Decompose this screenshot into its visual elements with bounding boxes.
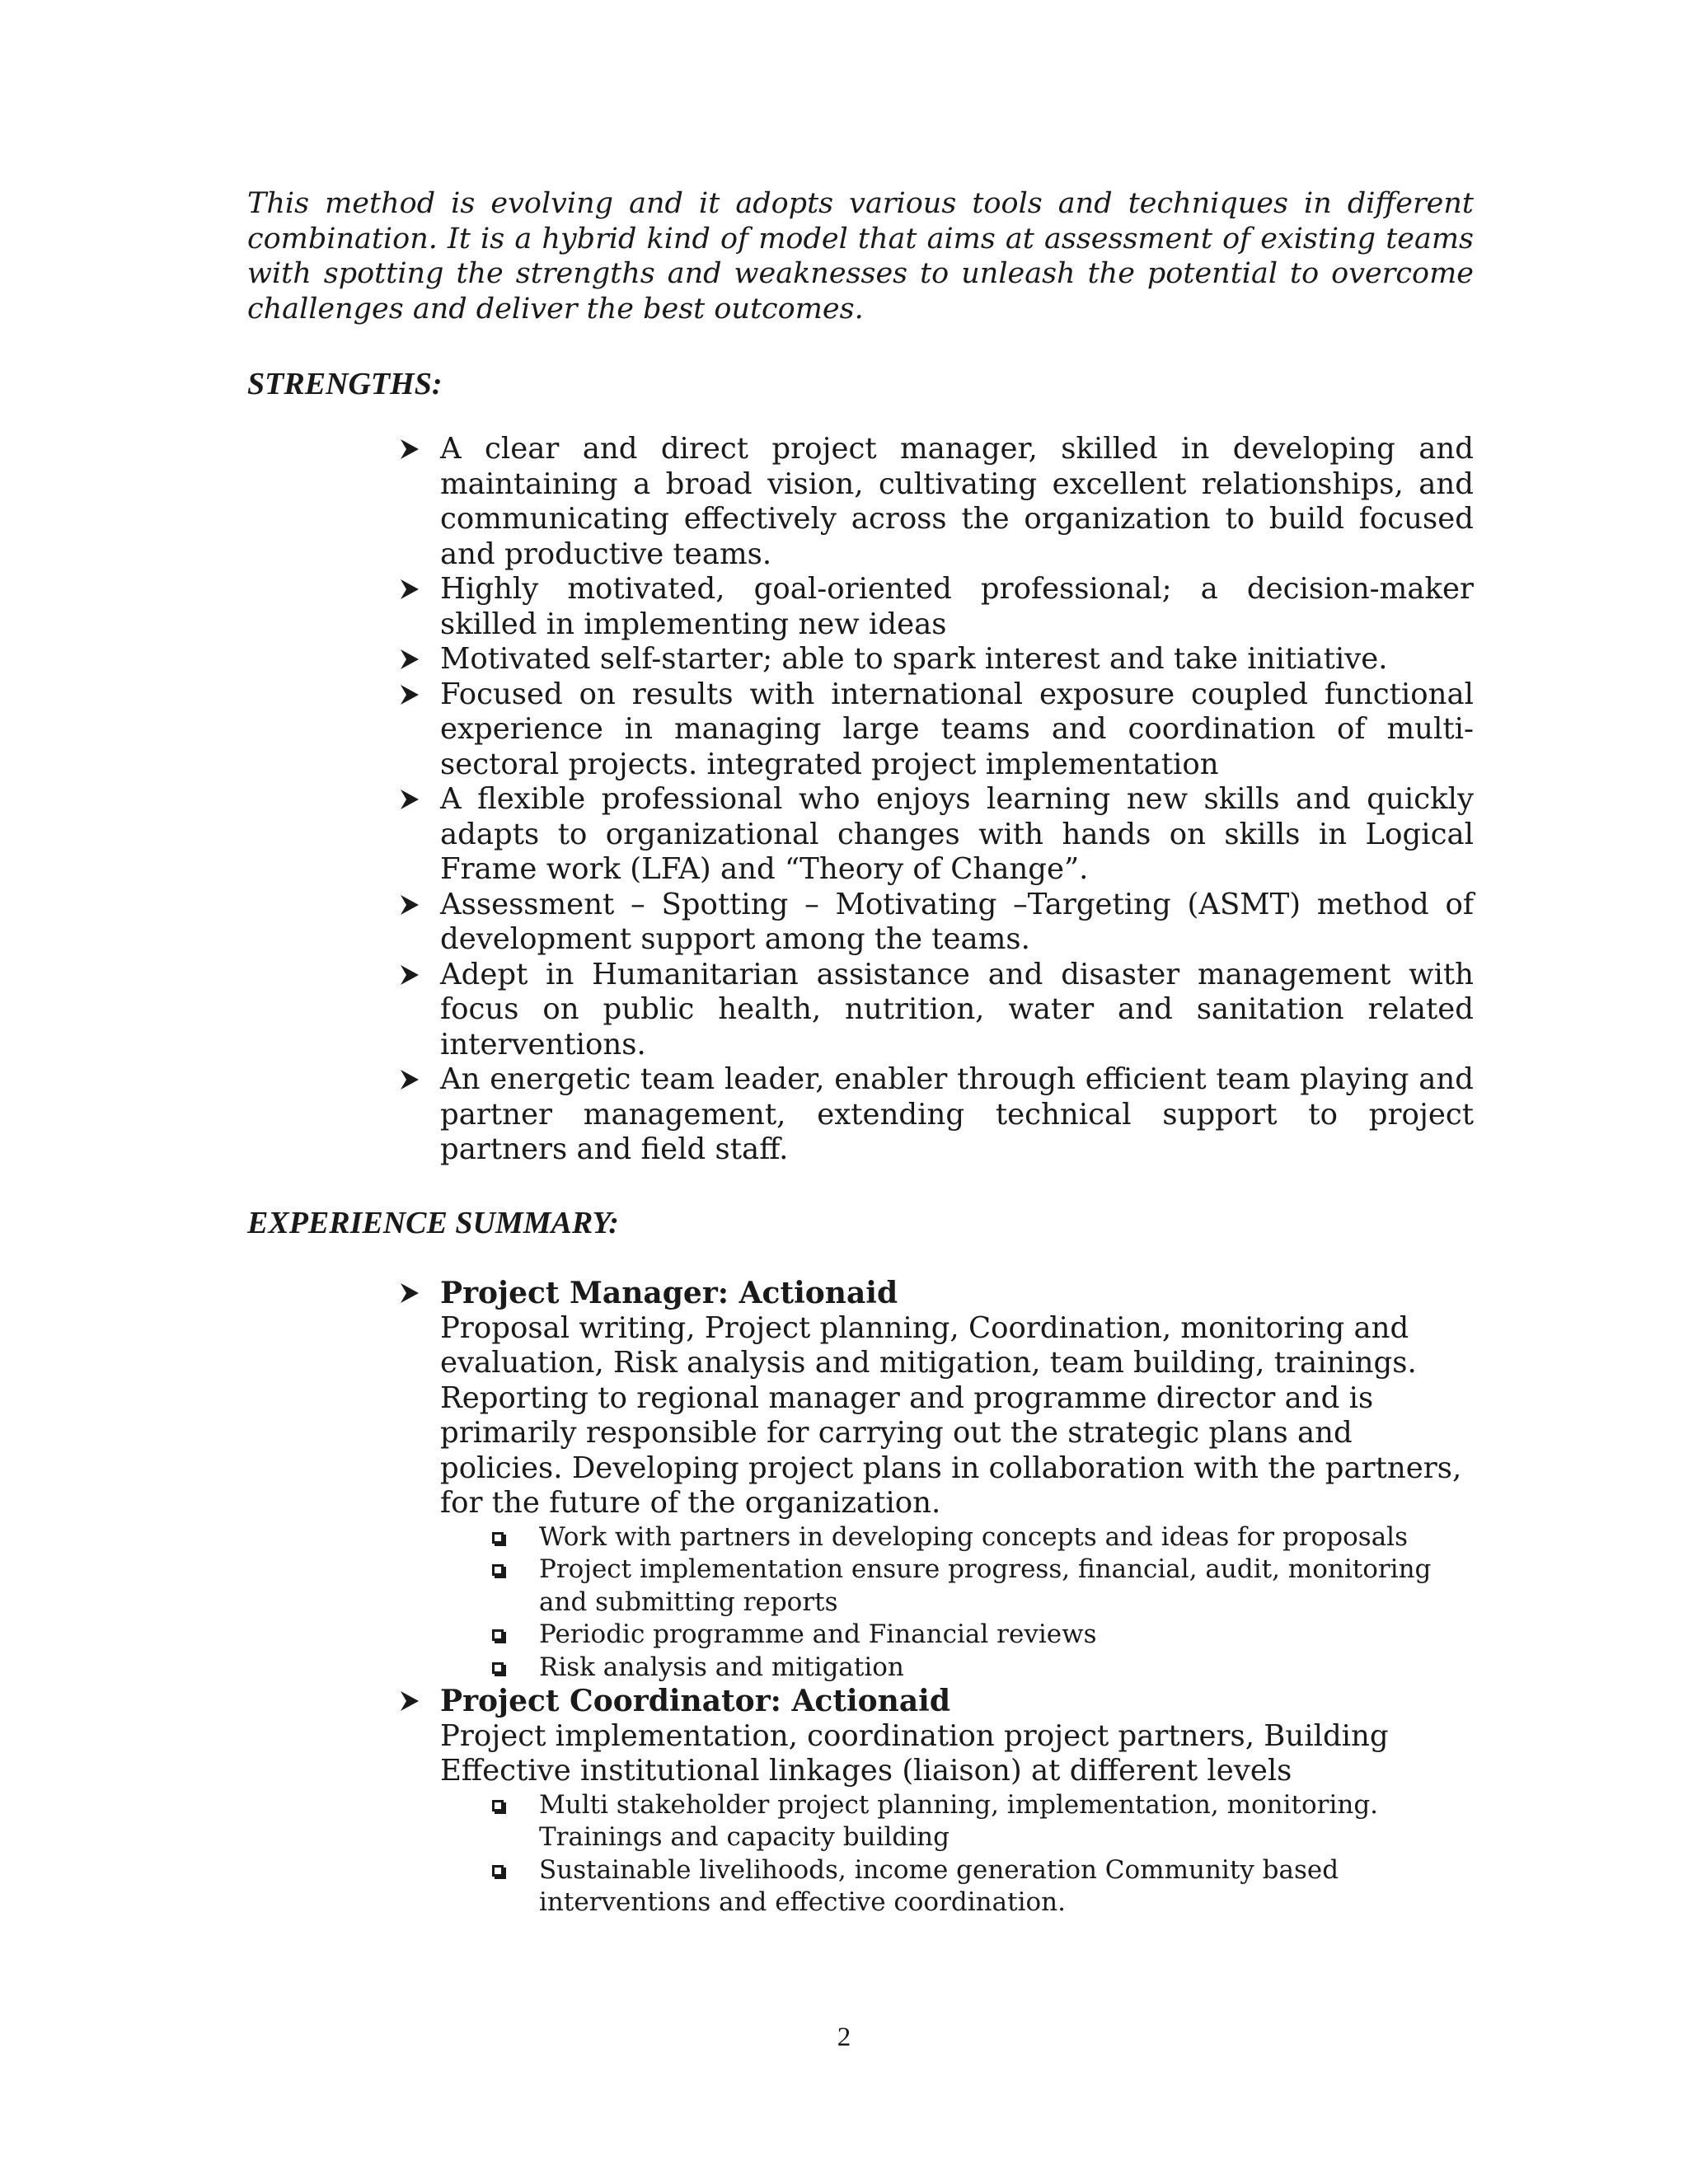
arrowhead-bullet-icon	[397, 1684, 422, 1718]
strength-item	[397, 958, 1474, 1063]
role-title: Project Coordinator: Actionaid	[440, 1684, 950, 1718]
arrowhead-bullet-icon	[397, 1062, 422, 1097]
role-description: Proposal writing, Project planning, Coordination, monitoring and evaluation, Risk analysis and mitigation, team building, trainings. Reporting to regional manager and programme director and is primarily responsible for carrying out the strategic plans and policies. Developing project plans in collaboration with the partners, for the future of the organization.	[440, 1310, 1462, 1520]
strength-item	[397, 432, 1474, 572]
task-item	[539, 1652, 1474, 1685]
task-item	[539, 1619, 1474, 1652]
arrowhead-bullet-icon	[397, 432, 422, 466]
experience-list	[397, 1276, 1474, 1919]
strength-item-text: Focused on results with international exposure coupled functional experience in managing large teams and coordination of multi-sectoral projects. integrated project implementation	[440, 677, 1474, 781]
page-number: 2	[837, 2022, 851, 2052]
strength-item	[397, 782, 1474, 888]
task-item-text: Risk analysis and mitigation	[539, 1652, 904, 1682]
strength-item-text: A clear and direct project manager, skilled in developing and maintaining a broad vision, cultivating excellent relationships, and communicating effectively across the organization to build focused and productive teams.	[440, 432, 1474, 571]
strength-item-text: Assessment – Spotting – Motivating –Targeting (ASMT) method of development support among the teams.	[440, 887, 1474, 956]
arrowhead-bullet-icon	[397, 642, 422, 677]
strength-item	[397, 642, 1474, 677]
strength-item-text: A flexible professional who enjoys learning new skills and quickly adapts to organizational changes with hands on skills in Logical Frame work (LFA) and “Theory of Change”.	[440, 782, 1474, 886]
task-item-text: Work with partners in developing concepts and ideas for proposals	[539, 1521, 1408, 1552]
task-item	[539, 1554, 1474, 1619]
strength-item	[397, 1062, 1474, 1168]
arrowhead-bullet-icon	[397, 1276, 422, 1310]
arrowhead-bullet-icon	[397, 782, 422, 817]
strength-item	[397, 677, 1474, 783]
task-item-text: Sustainable livelihoods, income generation Community based interventions and effective coordination.	[539, 1854, 1339, 1917]
task-item	[539, 1521, 1474, 1554]
strength-item-text: Motivated self-starter; able to spark interest and take initiative.	[440, 642, 1388, 676]
hollow-square-bullet-icon	[492, 1662, 504, 1674]
intro-paragraph: This method is evolving and it adopts various tools and techniques in different combination. It is a hybrid kind of model that aims at assessment of existing teams with spotting the strengths and weaknesses to unleash the potential to overcome challenges and deliver the best outcomes.	[247, 187, 1474, 326]
role-task-list	[440, 1789, 1474, 1919]
strength-item	[397, 572, 1474, 642]
hollow-square-bullet-icon	[492, 1629, 504, 1641]
task-item-text: Project implementation ensure progress, financial, audit, monitoring and submitting reports	[539, 1554, 1432, 1617]
experience-role	[397, 1684, 1474, 1919]
role-description: Project implementation, coordination project partners, Building Effective institutional linkages (liaison) at different levels	[440, 1718, 1389, 1788]
arrowhead-bullet-icon	[397, 677, 422, 712]
task-item-text: Periodic programme and Financial reviews	[539, 1619, 1097, 1649]
strength-item-text: An energetic team leader, enabler through efficient team playing and partner management, extending technical support to project partners and field staff.	[440, 1062, 1474, 1166]
arrowhead-bullet-icon	[397, 958, 422, 992]
arrowhead-bullet-icon	[397, 888, 422, 922]
task-item-text: Multi stakeholder project planning, implementation, monitoring. Trainings and capacity building	[539, 1789, 1379, 1852]
arrowhead-bullet-icon	[397, 572, 422, 607]
strength-item	[397, 888, 1474, 958]
hollow-square-bullet-icon	[492, 1800, 504, 1811]
task-item	[539, 1789, 1474, 1854]
task-item	[539, 1854, 1474, 1919]
role-task-list	[440, 1521, 1474, 1685]
strength-item-text: Highly motivated, goal-oriented professional; a decision-maker skilled in implementing new ideas	[440, 572, 1474, 641]
strength-item-text: Adept in Humanitarian assistance and disaster management with focus on public health, nutrition, water and sanitation related interventions.	[440, 957, 1474, 1062]
hollow-square-bullet-icon	[492, 1532, 504, 1544]
strengths-list	[397, 432, 1474, 1168]
hollow-square-bullet-icon	[492, 1564, 504, 1576]
strengths-heading: STRENGTHS:	[247, 367, 443, 401]
hollow-square-bullet-icon	[492, 1865, 504, 1877]
experience-role	[397, 1276, 1474, 1684]
role-title: Project Manager: Actionaid	[440, 1276, 898, 1310]
experience-summary-heading: EXPERIENCE SUMMARY:	[247, 1206, 619, 1240]
